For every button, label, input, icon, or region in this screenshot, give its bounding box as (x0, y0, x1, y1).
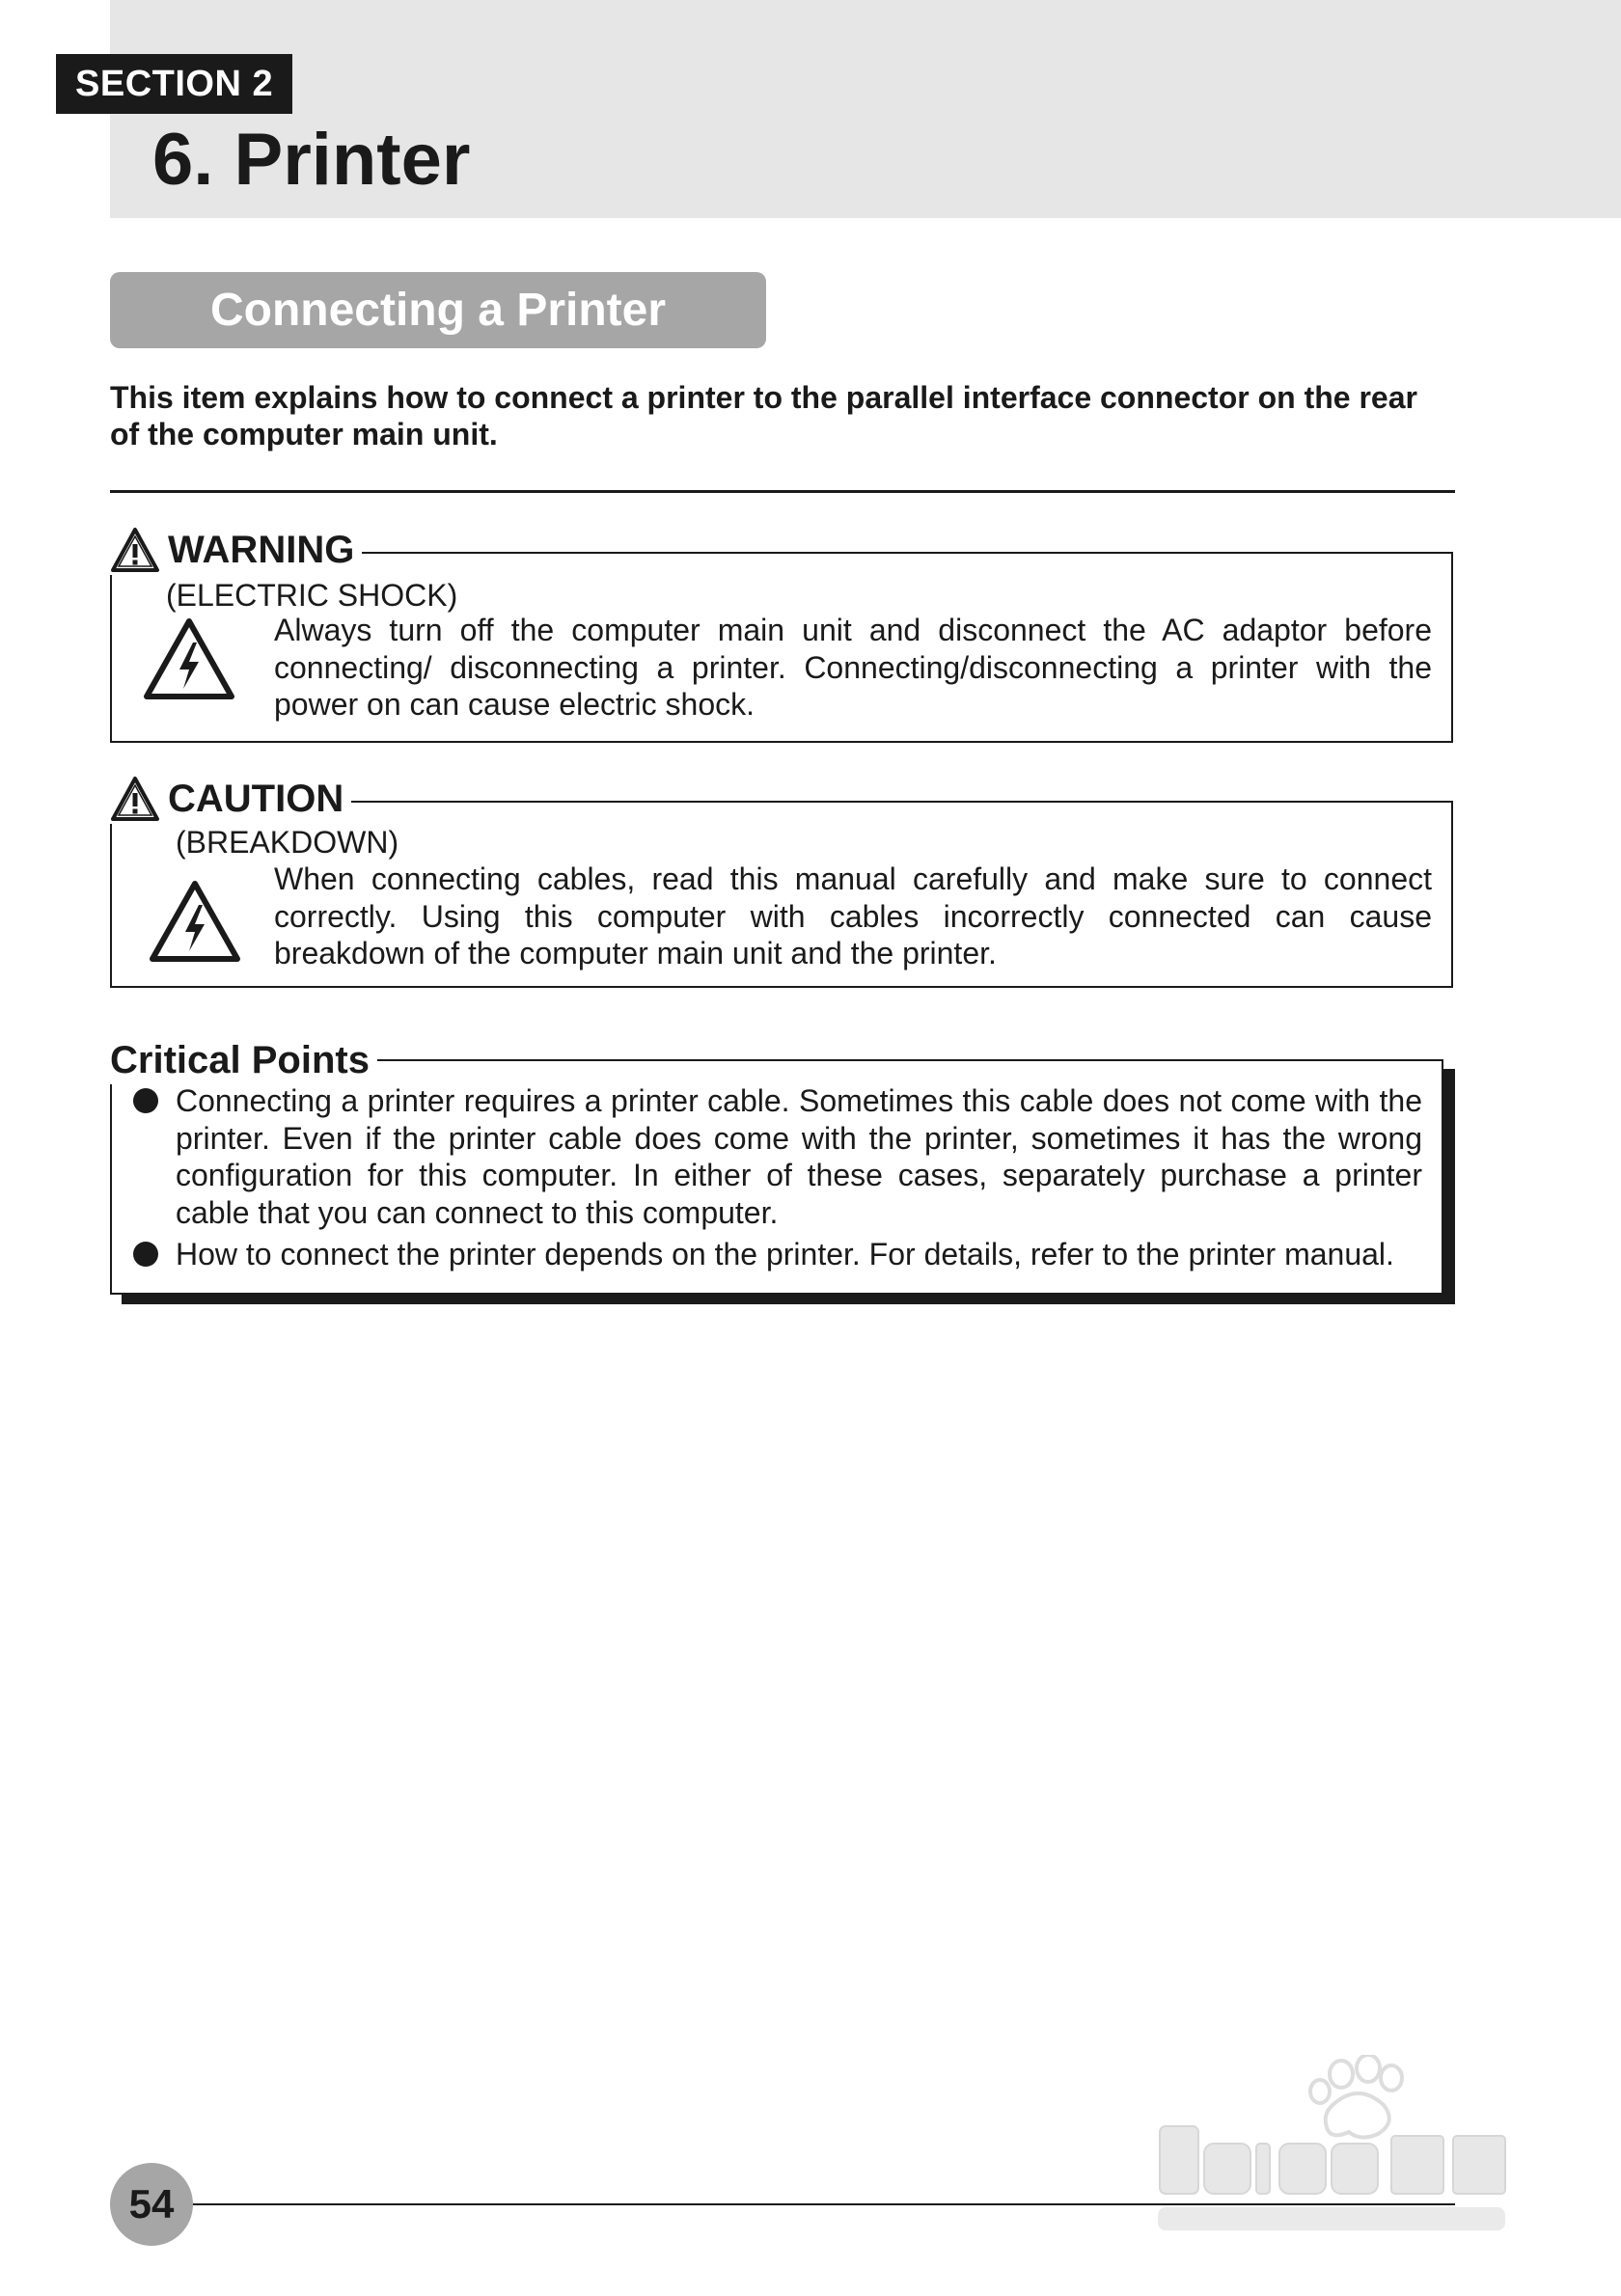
electric-shock-icon (143, 617, 235, 705)
intro-text: This item explains how to connect a printer to the parallel interface connector on the rear of the computer main unit. (110, 380, 1417, 451)
page-title: 6. Printer (152, 119, 471, 201)
critical-points-list (131, 1082, 1422, 1278)
critical-points-box (110, 1039, 1443, 1295)
caution-box (110, 778, 1453, 988)
bullet-dot-icon (133, 1242, 158, 1267)
list-item (131, 1082, 1422, 1231)
watermark-logo (1148, 2055, 1525, 2238)
caution-category: (BREAKDOWN) (176, 825, 399, 860)
caution-triangle-icon (110, 776, 160, 822)
warning-body: Always turn off the computer main unit and disconnect the AC adaptor before connecting/ disconnecting a printer. Connecting/disconnecting a printer with the power on can cause electric shock. (274, 613, 1432, 722)
critical-points-heading: Critical Points (110, 1036, 377, 1084)
sub-heading: Connecting a Printer (110, 272, 766, 348)
divider (110, 490, 1455, 493)
warning-box (110, 529, 1453, 743)
caution-heading (110, 774, 351, 824)
list-item-text: Connecting a printer requires a printer cable. Sometimes this cable does not come with the printer. Even if the printer cable does come with the printer, sometimes it has the wrong configuration for this computer. In either of these cases, separately purchase a printer cable that you can connect to this computer. (176, 1083, 1422, 1230)
warning-triangle-icon (110, 527, 160, 573)
warning-category: (ELECTRIC SHOCK) (166, 578, 458, 613)
warning-heading (110, 525, 362, 575)
caution-label: CAUTION (168, 778, 344, 820)
list-item (131, 1236, 1422, 1273)
bullet-dot-icon (133, 1088, 158, 1113)
section-badge: SECTION 2 (56, 54, 292, 114)
list-item-text: How to connect the printer depends on the printer. For details, refer to the printer manual. (176, 1237, 1394, 1271)
page-number: 54 (110, 2163, 193, 2246)
warning-label: WARNING (168, 529, 355, 571)
caution-body: When connecting cables, read this manual carefully and make sure to connect correctly. Using this computer with cables incorrectly connected can cause breakdown of the computer main unit and the printer. (274, 861, 1432, 970)
electric-shock-icon (149, 880, 241, 968)
